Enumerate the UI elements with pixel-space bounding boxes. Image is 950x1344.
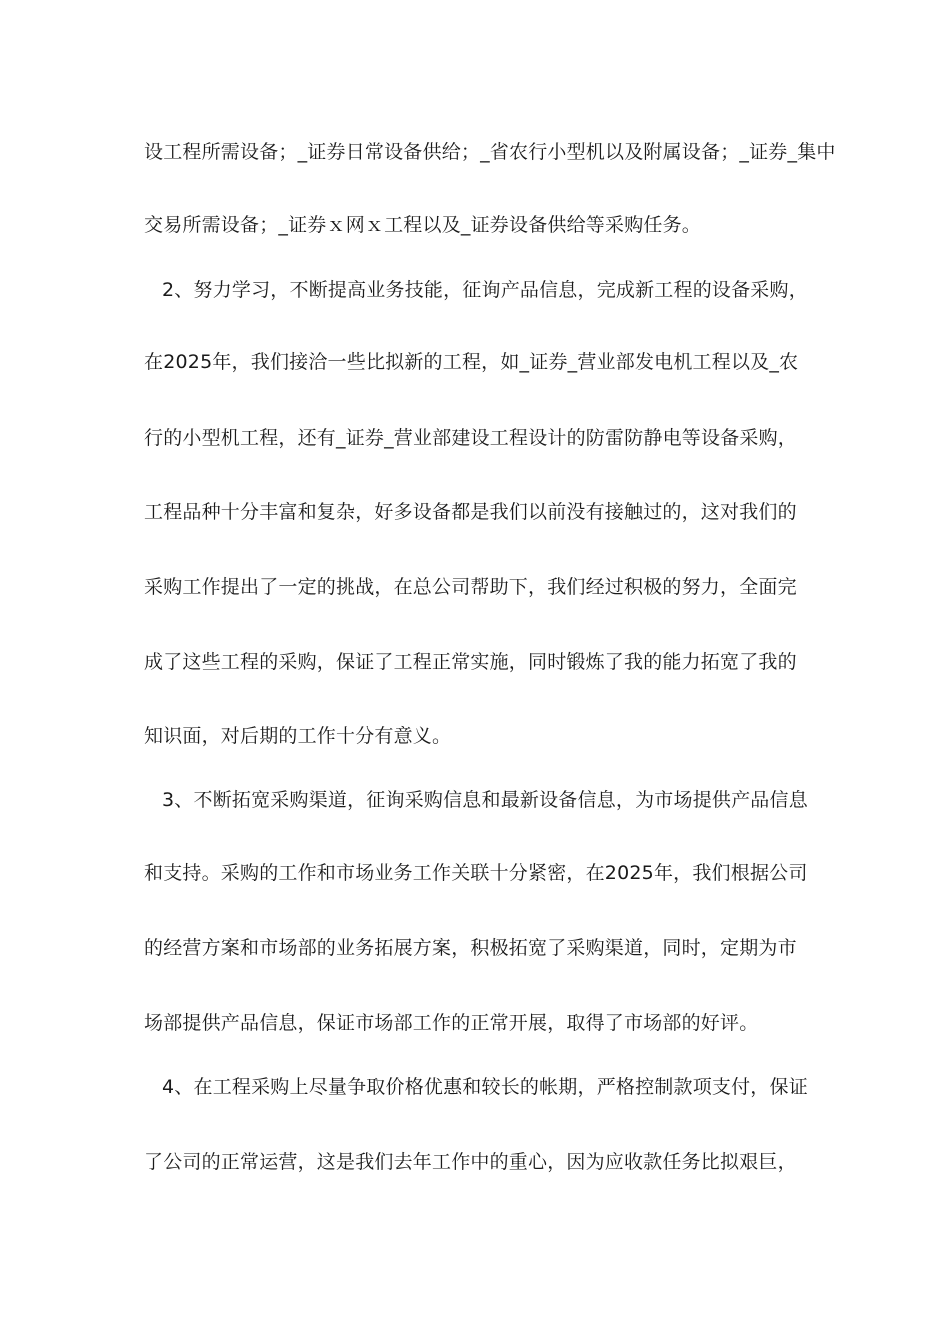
- paragraph-4-start: 4、在工程采购上尽量争取价格优惠和较长的帐期，严格控制款项支付，保证: [162, 1076, 808, 1098]
- text-line: 行的小型机工程，还有_证券_营业部建设工程设计的防雷防静电等设备采购，: [144, 427, 798, 449]
- text-line: 采购工作提出了一定的挑战，在总公司帮助下，我们经过积极的努力，全面完: [144, 576, 797, 598]
- text-line: 了公司的正常运营，这是我们去年工作中的重心，因为应收款任务比拟艰巨，: [144, 1151, 797, 1173]
- text-line: 工程品种十分丰富和复杂，好多设备都是我们以前没有接触过的，这对我们的: [144, 501, 797, 523]
- text-line: 设工程所需设备；_证券日常设备供给；_省农行小型机以及附属设备；_证券_集中: [144, 141, 836, 163]
- paragraph-2-start: 2、努力学习，不断提高业务技能，征询产品信息，完成新工程的设备采购，: [162, 279, 808, 301]
- text-line: 交易所需设备；_证券ｘ网ｘ工程以及_证券设备供给等采购任务。: [144, 214, 702, 236]
- text-line: 和支持。采购的工作和市场业务工作关联十分紧密，在2025年，我们根据公司: [144, 862, 808, 884]
- text-line: 知识面，对后期的工作十分有意义。: [144, 725, 452, 747]
- text-line: 场部提供产品信息，保证市场部工作的正常开展，取得了市场部的好评。: [144, 1012, 759, 1034]
- text-line: 的经营方案和市场部的业务拓展方案，积极拓宽了采购渠道，同时，定期为市: [144, 937, 797, 959]
- text-line: 成了这些工程的采购，保证了工程正常实施，同时锻炼了我的能力拓宽了我的: [144, 651, 797, 673]
- text-line: 在2025年，我们接洽一些比拟新的工程，如_证券_营业部发电机工程以及_农: [144, 351, 799, 373]
- paragraph-3-start: 3、不断拓宽采购渠道，征询采购信息和最新设备信息，为市场提供产品信息: [162, 789, 808, 811]
